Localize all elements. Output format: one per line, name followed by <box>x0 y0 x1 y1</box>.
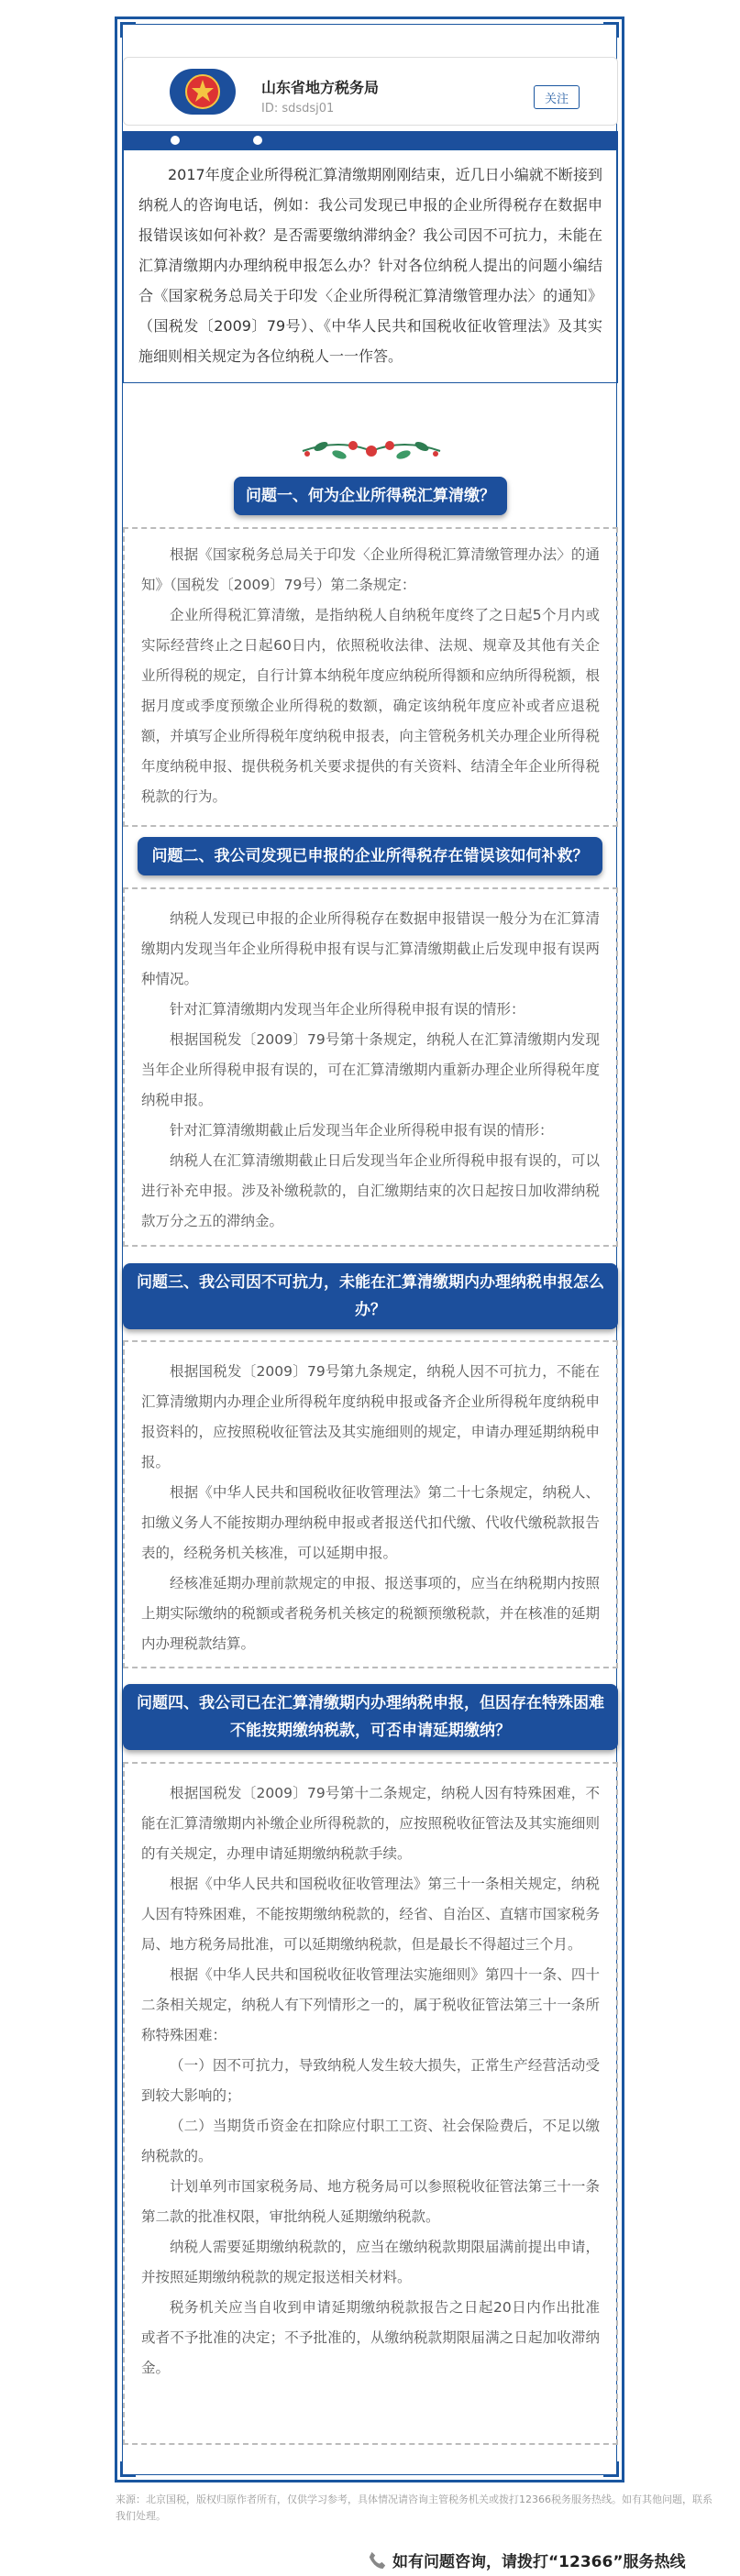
account-card[interactable] <box>123 57 618 126</box>
paragraph: 针对汇算清缴期内发现当年企业所得税申报有误的情形： <box>170 1001 525 1018</box>
paragraph: 根据《中华人民共和国税收征收管理法》第二十七条规定，纳税人、扣缴义务人不能按期办理纳税申报或者报送代扣代缴、代收代缴税款报告表的，经税务机关核准，可以延期申报。 <box>141 1484 600 1561</box>
paragraph: 根据国税发〔2009〕79号第十条规定，纳税人在汇算清缴期内发现当年企业所得税申报有误的，可在汇算清缴期内重新办理企业所得税年度纳税申报。 <box>141 1031 600 1108</box>
paragraph: （二）当期货币资金在扣除应付职工工资、社会保险费后，不足以缴纳税款的。 <box>141 2118 600 2164</box>
source-note: 来源：北京国税，版权归原作者所有，仅供学习参考，具体情况请咨询主管税务机关或拨打12366税务服务热线。如有其他问题，联系我们处理。 <box>116 2493 712 2522</box>
section-body-3 <box>123 1340 618 1668</box>
floral-divider-icon <box>284 431 458 468</box>
paragraph: 根据国税发〔2009〕79号第九条规定，纳税人因不可抗力，不能在汇算清缴期内办理企业所得税年度纳税申报或备齐企业所得税年度纳税申报资料的，应按照税收征管法及其实施细则的规定，申请办理延期纳税申报。 <box>141 1363 600 1470</box>
section-body-4 <box>123 1762 618 2445</box>
section-heading-4: 问题四、我公司已在汇算清缴期内办理纳税申报，但因存在特殊困难不能按期缴纳税款，可否申请延期缴纳？ <box>123 1684 618 1750</box>
paragraph: 根据《国家税务总局关于印发〈企业所得税汇算清缴管理办法〉的通知》（国税发〔2009〕79号）第二条规定： <box>141 546 600 593</box>
tax-bureau-emblem-icon <box>170 69 236 115</box>
account-id: ID: sdsdsj01 <box>261 102 335 116</box>
paragraph: 根据国税发〔2009〕79号第十二条规定，纳税人因有特殊困难，不能在汇算清缴期内补缴企业所得税款的，应按照税收征管法及其实施细则的有关规定，办理申请延期缴纳税款手续。 <box>141 1785 600 1862</box>
paragraph: 根据《中华人民共和国税收征收管理法》第三十一条相关规定，纳税人因有特殊困难，不能按期缴纳税款的，经省、自治区、直辖市国家税务局、地方税务局批准，可以延期缴纳税款，但是最长不得超过三个月。 <box>141 1876 600 1953</box>
paragraph: 企业所得税汇算清缴，是指纳税人自纳税年度终了之日起5个月内或实际经营终止之日起60日内，依照税收法律、法规、规章及其他有关企业所得税的规定，自行计算本纳税年度应纳税所得额和应纳所得税额，根据月度或季度预缴企业所得税的数额，确定该纳税年度应补或者应退税额，并填写企业所得税年度纳税申报表，向主管税务机关办理企业所得税年度纳税申报、提供税务机关要求提供的有关资料、结清全年企业所得税税款的行为。 <box>141 607 600 805</box>
intro-paragraph: 2017年度企业所得税汇算清缴期刚刚结束，近几日小编就不断接到纳税人的咨询电话，例如：我公司发现已申报的企业所得税存在数据申报错误该如何补救？是否需要缴纳滞纳金？我公司因不可抗力，未能在汇算清缴期内办理纳税申报怎么办？针对各位纳税人提出的问题小编结合《国家税务总局关于印发〈企业所得税汇算清缴管理办法〉的通知》（国税发〔2009〕79号）、《中华人民共和国税收征收管理法》及其实施细则相关规定为各位纳税人一一作答。 <box>138 166 602 365</box>
phone-icon <box>367 2550 387 2570</box>
paragraph: 经核准延期办理前款规定的申报、报送事项的，应当在纳税期内按照上期实际缴纳的税额或者税务机关核定的税额预缴税款，并在核准的延期内办理税款结算。 <box>141 1575 600 1652</box>
section-heading-2: 问题二、我公司发现已申报的企业所得税存在错误该如何补救？ <box>138 837 602 875</box>
paragraph: 税务机关应当自收到申请延期缴纳税款报告之日起20日内作出批准或者不予批准的决定；不予批准的，从缴纳税款期限届满之日起加收滞纳金。 <box>141 2299 600 2376</box>
paragraph: 纳税人需要延期缴纳税款的，应当在缴纳税款期限届满前提出申请，并按照延期缴纳税款的规定报送相关材料。 <box>141 2239 600 2285</box>
frame-corner <box>120 22 136 38</box>
frame-corner <box>603 2461 619 2477</box>
account-name: 山东省地方税务局 <box>261 79 380 96</box>
hotline-text: 如有问题咨询，请拨打“12366”服务热线 <box>392 2553 686 2571</box>
frame-corner <box>120 2461 136 2477</box>
paragraph: 根据《中华人民共和国税收征收管理法实施细则》第四十一条、四十二条相关规定，纳税人有下列情形之一的，属于税收征管法第三十一条所称特殊困难： <box>141 1966 600 2043</box>
frame-corner <box>603 22 619 38</box>
paragraph: 纳税人发现已申报的企业所得税存在数据申报错误一般分为在汇算清缴期内发现当年企业所得税申报有误与汇算清缴期截止后发现申报有误两种情况。 <box>141 910 600 987</box>
bar-dot <box>253 136 262 145</box>
section-body-2 <box>123 887 618 1247</box>
paragraph: （一）因不可抗力，导致纳税人发生较大损失，正常生产经营活动受到较大影响的； <box>141 2057 600 2104</box>
paragraph: 计划单列市国家税务局、地方税务局可以参照税收征管法第三十一条第二款的批准权限，审批纳税人延期缴纳税款。 <box>141 2178 600 2225</box>
section-body-1 <box>123 527 618 827</box>
header-bar <box>123 131 618 149</box>
paragraph: 针对汇算清缴期截止后发现当年企业所得税申报有误的情形： <box>170 1122 554 1139</box>
hotline[interactable] <box>367 2548 686 2571</box>
bar-dot <box>171 136 180 145</box>
paragraph: 纳税人在汇算清缴期截止日后发现当年企业所得税申报有误的，可以进行补充申报。涉及补缴税款的，自汇缴期结束的次日起按日加收滞纳税款万分之五的滞纳金。 <box>141 1152 600 1229</box>
follow-button[interactable]: 关注 <box>534 85 580 109</box>
section-heading-3: 问题三、我公司因不可抗力，未能在汇算清缴期内办理纳税申报怎么办？ <box>123 1263 618 1329</box>
section-heading-1: 问题一、何为企业所得税汇算清缴？ <box>234 477 507 515</box>
intro-box <box>123 149 618 383</box>
